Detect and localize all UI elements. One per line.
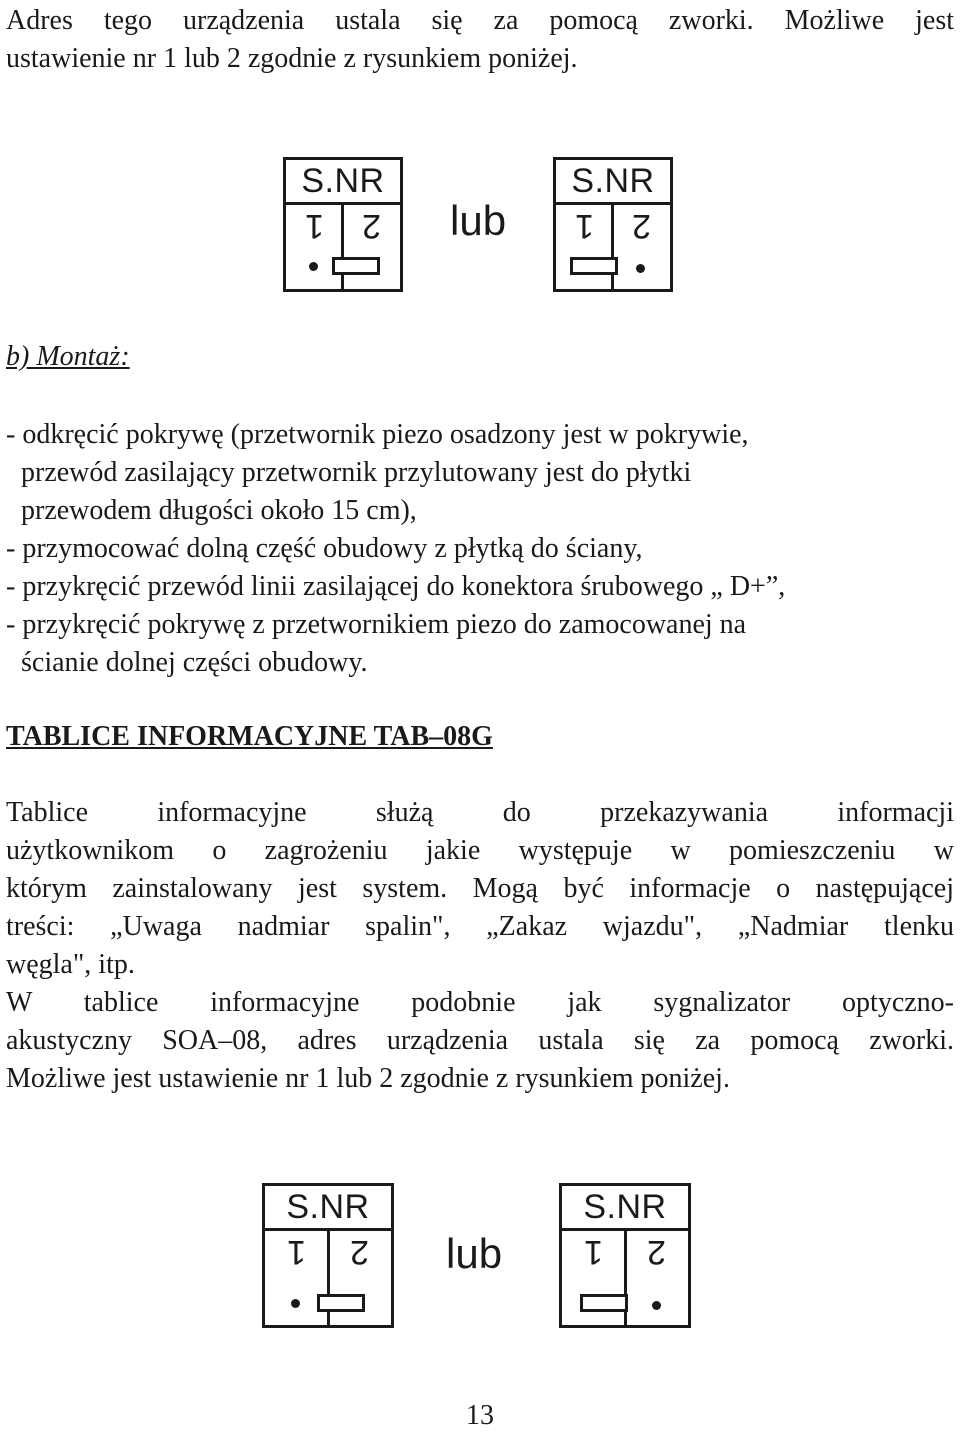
jumper-position-2: 2 (632, 207, 651, 245)
montaz-step-line: - odkręcić pokrywę (przetwornik piezo osadzony jest w pokrywie, (6, 419, 749, 450)
page-number: 13 (466, 1400, 494, 1431)
jumper-position-2: 2 (362, 207, 381, 245)
tablice-line: W tablice informacyjne podobnie jak sygnalizator optyczno- (6, 987, 954, 1018)
tablice-line: Tablice informacyjne służą do przekazywania informacji (6, 797, 954, 828)
tablice-line: akustyczny SOA–08, adres urządzenia ustala się za pomocą zworki. (6, 1025, 954, 1056)
jumper-label: S.NR (556, 160, 670, 205)
tablice-line: treści: „Uwaga nadmiar spalin", „Zakaz wjazdu", „Nadmiar tlenku (6, 911, 954, 942)
jumper-bridge (317, 1294, 365, 1312)
jumper-pin-dot (309, 262, 318, 271)
jumper-label: S.NR (286, 160, 400, 205)
montaz-step-line: - przykręcić przewód linii zasilającej do konektora śrubowego „ D+”, (6, 571, 786, 602)
jumper-position-2: 2 (350, 1233, 369, 1271)
montaz-section (6, 338, 954, 376)
montaz-step-line: przewodem długości około 15 cm), (21, 495, 417, 526)
tablice-section (6, 718, 954, 756)
jumper-setting-2 (559, 1183, 691, 1328)
montaz-step-line: - przykręcić pokrywę z przetwornikiem piezo do zamocowanej na (6, 609, 747, 640)
tablice-paragraph-2 (6, 984, 954, 1098)
intro-paragraph (6, 2, 954, 78)
jumper-bridge (332, 257, 380, 275)
intro-line-1: Adres tego urządzenia ustala się za pomocą zworki. Możliwe jest (6, 5, 954, 36)
jumper-setting-1 (283, 157, 403, 292)
jumper-position-2: 2 (647, 1233, 666, 1271)
jumper-position-1: 1 (575, 207, 594, 245)
jumper-position-1: 1 (305, 207, 324, 245)
tablice-paragraph-1 (6, 794, 954, 984)
tablice-line: Możliwe jest ustawienie nr 1 lub 2 zgodnie z rysunkiem poniżej. (6, 1063, 730, 1094)
montaz-step-line: przewód zasilający przetwornik przylutowany jest do płytki (21, 457, 692, 488)
or-label: lub (446, 1230, 503, 1277)
jumper-bridge (580, 1294, 628, 1312)
jumper-pin-dot (636, 264, 645, 273)
montaz-heading: b) Montaż: (6, 341, 130, 372)
tablice-line: węgla", itp. (6, 949, 135, 980)
jumper-label: S.NR (562, 1186, 688, 1231)
tablice-line: użytkownikom o zagrożeniu jakie występuje w pomieszczeniu w (6, 835, 954, 866)
jumper-pin-dot (652, 1301, 661, 1310)
intro-line-2: ustawienie nr 1 lub 2 zgodnie z rysunkiem poniżej. (6, 43, 578, 74)
montaz-steps (6, 416, 954, 682)
montaz-step-line: - przymocować dolną część obudowy z płytką do ściany, (6, 533, 643, 564)
jumper-pin-dot (291, 1299, 300, 1308)
jumper-setting-1 (262, 1183, 394, 1328)
jumper-label: S.NR (265, 1186, 391, 1231)
montaz-step-line: ścianie dolnej części obudowy. (21, 647, 368, 678)
jumper-bridge (570, 257, 618, 275)
jumper-position-1: 1 (584, 1233, 603, 1271)
jumper-position-1: 1 (287, 1233, 306, 1271)
or-label: lub (450, 197, 507, 244)
tablice-line: którym zainstalowany jest system. Mogą być informacje o następującej (6, 873, 954, 904)
tablice-heading: TABLICE INFORMACYJNE TAB–08G (6, 721, 493, 752)
jumper-setting-2 (553, 157, 673, 292)
